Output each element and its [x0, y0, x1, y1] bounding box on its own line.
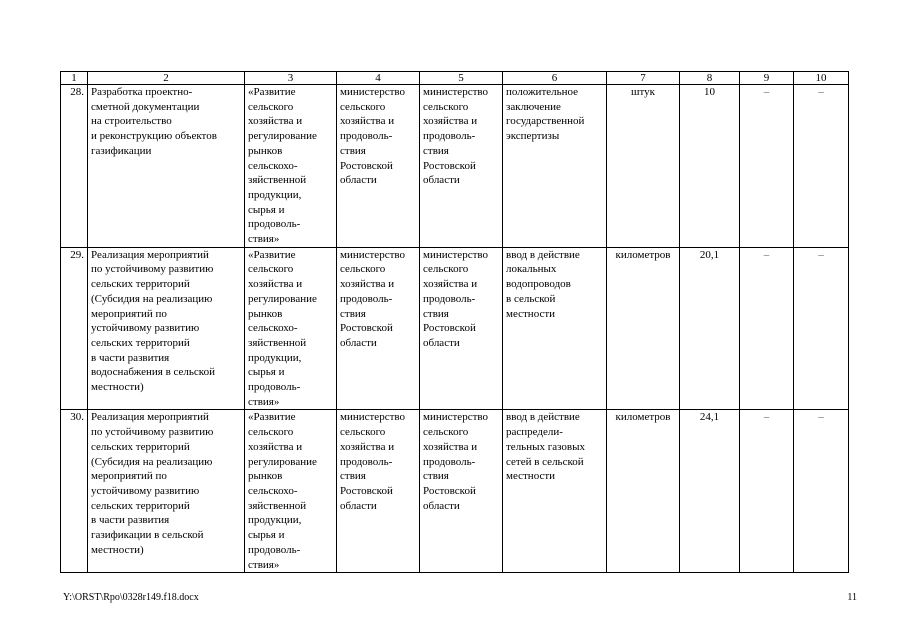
table-row: [61, 410, 849, 573]
column-number: 5: [420, 72, 503, 85]
column-number-row: [61, 72, 849, 85]
co-executor: министерство сельского хозяйства и продоволь- ствия Ростовской области: [420, 85, 503, 248]
row-number: 30.: [61, 410, 88, 573]
column-number: 3: [245, 72, 337, 85]
responsible-executor: министерство сельского хозяйства и продоволь- ствия Ростовской области: [337, 410, 420, 573]
table-body: [61, 72, 849, 573]
indicator-value: 20,1: [680, 247, 740, 410]
column-10-value: –: [794, 247, 849, 410]
indicator-value: 24,1: [680, 410, 740, 573]
column-number: 6: [503, 72, 607, 85]
row-number: 29.: [61, 247, 88, 410]
column-10-value: –: [794, 410, 849, 573]
column-number: 9: [740, 72, 794, 85]
column-number: 8: [680, 72, 740, 85]
column-number: 4: [337, 72, 420, 85]
state-program: «Развитие сельского хозяйства и регулирование рынков сельскохо- зяйственной продукции, сырья и продоволь- ствия»: [245, 247, 337, 410]
column-number: 10: [794, 72, 849, 85]
table-row: [61, 247, 849, 410]
table-row: [61, 85, 849, 248]
footer-file-path: Y:\ORST\Rpo\0328r149.f18.docx: [63, 592, 199, 603]
column-number: 1: [61, 72, 88, 85]
measure-name: Разработка проектно- сметной документации на строительство и реконструкцию объектов газификации: [88, 85, 245, 248]
measure-name: Реализация мероприятий по устойчивому развитию сельских территорий (Субсидия на реализацию мероприятий по устойчивому развитию сельских территорий в части развития водоснабжения в сельской местности): [88, 247, 245, 410]
row-number: 28.: [61, 85, 88, 248]
indicator-name: ввод в действие локальных водопроводов в сельской местности: [503, 247, 607, 410]
column-9-value: –: [740, 85, 794, 248]
column-number: 7: [607, 72, 680, 85]
indicator-name: ввод в действие распредели- тельных газовых сетей в сельской местности: [503, 410, 607, 573]
page-number: 11: [847, 592, 857, 603]
column-9-value: –: [740, 410, 794, 573]
unit-of-measure: штук: [607, 85, 680, 248]
unit-of-measure: километров: [607, 247, 680, 410]
column-number: 2: [88, 72, 245, 85]
column-10-value: –: [794, 85, 849, 248]
co-executor: министерство сельского хозяйства и продоволь- ствия Ростовской области: [420, 247, 503, 410]
column-9-value: –: [740, 247, 794, 410]
indicator-value: 10: [680, 85, 740, 248]
state-program: «Развитие сельского хозяйства и регулирование рынков сельскохо- зяйственной продукции, сырья и продоволь- ствия»: [245, 410, 337, 573]
measure-name: Реализация мероприятий по устойчивому развитию сельских территорий (Субсидия на реализацию мероприятий по устойчивому развитию сельских территорий в части развития газификации в сельской местности): [88, 410, 245, 573]
measures-table: [60, 71, 849, 573]
unit-of-measure: километров: [607, 410, 680, 573]
responsible-executor: министерство сельского хозяйства и продоволь- ствия Ростовской области: [337, 247, 420, 410]
state-program: «Развитие сельского хозяйства и регулирование рынков сельскохо- зяйственной продукции, сырья и продоволь- ствия»: [245, 85, 337, 248]
indicator-name: положительное заключение государственной экспертизы: [503, 85, 607, 248]
responsible-executor: министерство сельского хозяйства и продоволь- ствия Ростовской области: [337, 85, 420, 248]
co-executor: министерство сельского хозяйства и продоволь- ствия Ростовской области: [420, 410, 503, 573]
